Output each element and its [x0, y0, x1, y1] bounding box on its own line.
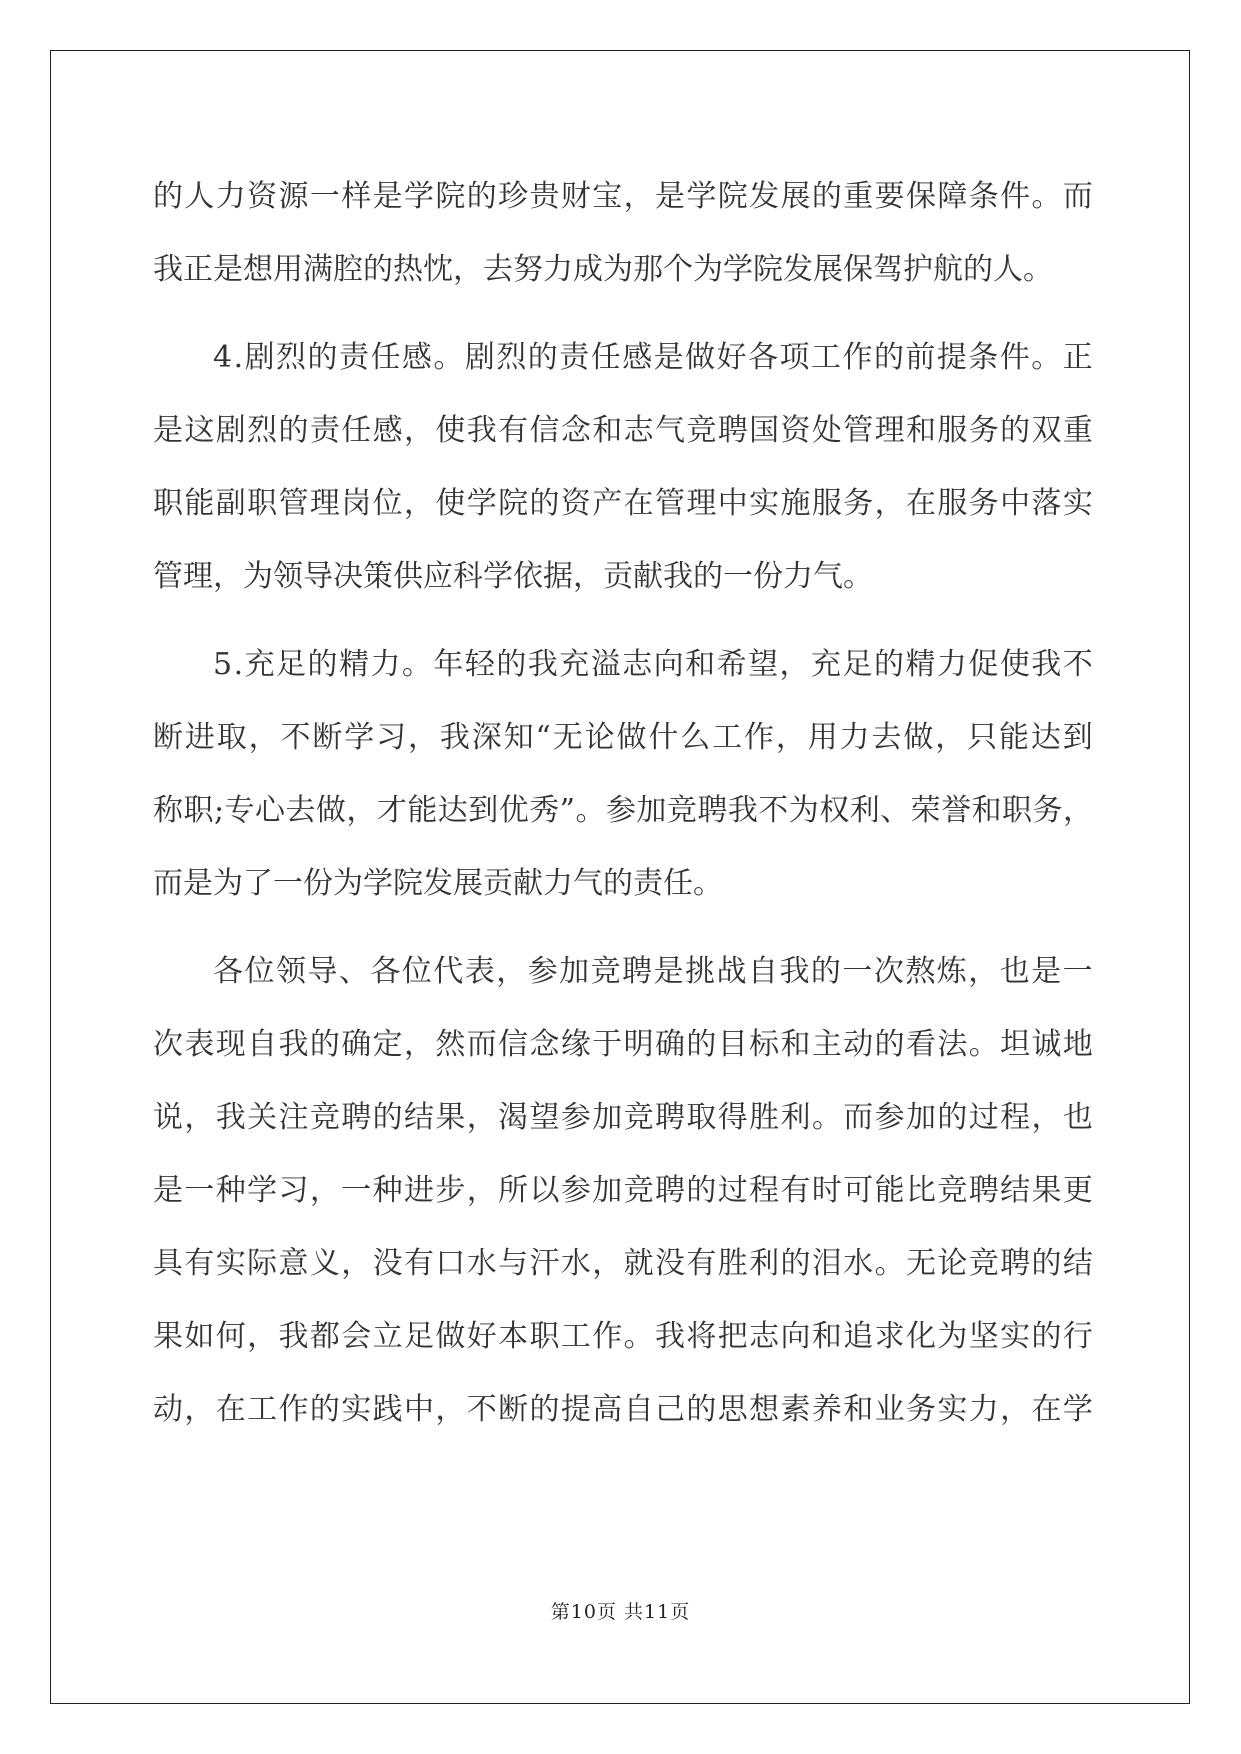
text-line: 管理，为领导决策供应科学依据，贡献我的一份力气。: [153, 559, 873, 594]
text-line: 果 如 何 ， 我 都 会 立 足 做 好 本 职 工 作 。 我 将 把 志 向 和 追 求 化 为 坚 实 的 行: [153, 1319, 1093, 1354]
text-line: 说 ， 我 关 注 竞 聘 的 结 果 ， 渴 望 参 加 竞 聘 取 得 胜 利 。 而 参 加 的 过 程 ， 也: [153, 1100, 1093, 1135]
text-line: 4 . 剧 烈 的 责 任 感 。 剧 烈 的 责 任 感 是 做 好 各 项 工 作 的 前 提 条 件 。 正: [213, 340, 1093, 375]
text-line: 是 一 种 学 习 ， 一 种 进 步 ， 所 以 参 加 竞 聘 的 过 程 有 时 可 能 比 竞 聘 结 果 更: [153, 1173, 1093, 1208]
text-line: 而是为了一份为学院发展贡献力气的责任。: [153, 866, 723, 901]
text-line: 称 职 ; 专 心 去 做 ， 才 能 达 到 优 秀 ” 。 参 加 竞 聘 我 不 为 权 利 、 荣 誉 和 职 务 ，: [153, 793, 1093, 828]
text-line: 的 人 力 资 源 一 样 是 学 院 的 珍 贵 财 宝 ， 是 学 院 发 展 的 重 要 保 障 条 件 。 而: [153, 179, 1093, 214]
text-line: 职 能 副 职 管 理 岗 位 ， 使 学 院 的 资 产 在 管 理 中 实 施 服 务 ， 在 服 务 中 落 实: [153, 486, 1093, 521]
text-line: 断 进 取 ， 不 断 学 习 ， 我 深 知 “ 无 论 做 什 么 工 作 ， 用 力 去 做 ， 只 能 达 到: [153, 720, 1093, 755]
text-line: 动 ， 在 工 作 的 实 践 中 ， 不 断 的 提 高 自 己 的 思 想 素 养 和 业 务 实 力 ， 在 学: [153, 1392, 1093, 1427]
text-line: 我正是想用满腔的热忱，去努力成为那个为学院发展保驾护航的人。: [153, 252, 1053, 287]
text-line: 5 . 充 足 的 精 力 。 年 轻 的 我 充 溢 志 向 和 希 望 ， 充 足 的 精 力 促 使 我 不: [213, 647, 1093, 682]
text-line: 各 位 领 导 、 各 位 代 表 ， 参 加 竞 聘 是 挑 战 自 我 的 一 次 熬 炼 ， 也 是 一: [213, 954, 1093, 989]
page-number: 第10页 共11页: [550, 1601, 691, 1623]
text-line: 次 表 现 自 我 的 确 定 ， 然 而 信 念 缘 于 明 确 的 目 标 和 主 动 的 看 法 。 坦 诚 地: [153, 1027, 1093, 1062]
text-line: 具 有 实 际 意 义 ， 没 有 口 水 与 汗 水 ， 就 没 有 胜 利 的 泪 水 。 无 论 竞 聘 的 结: [153, 1246, 1093, 1281]
document-body: [153, 160, 1093, 1446]
text-line: 是 这 剧 烈 的 责 任 感 ， 使 我 有 信 念 和 志 气 竞 聘 国 资 处 管 理 和 服 务 的 双 重: [153, 413, 1093, 448]
